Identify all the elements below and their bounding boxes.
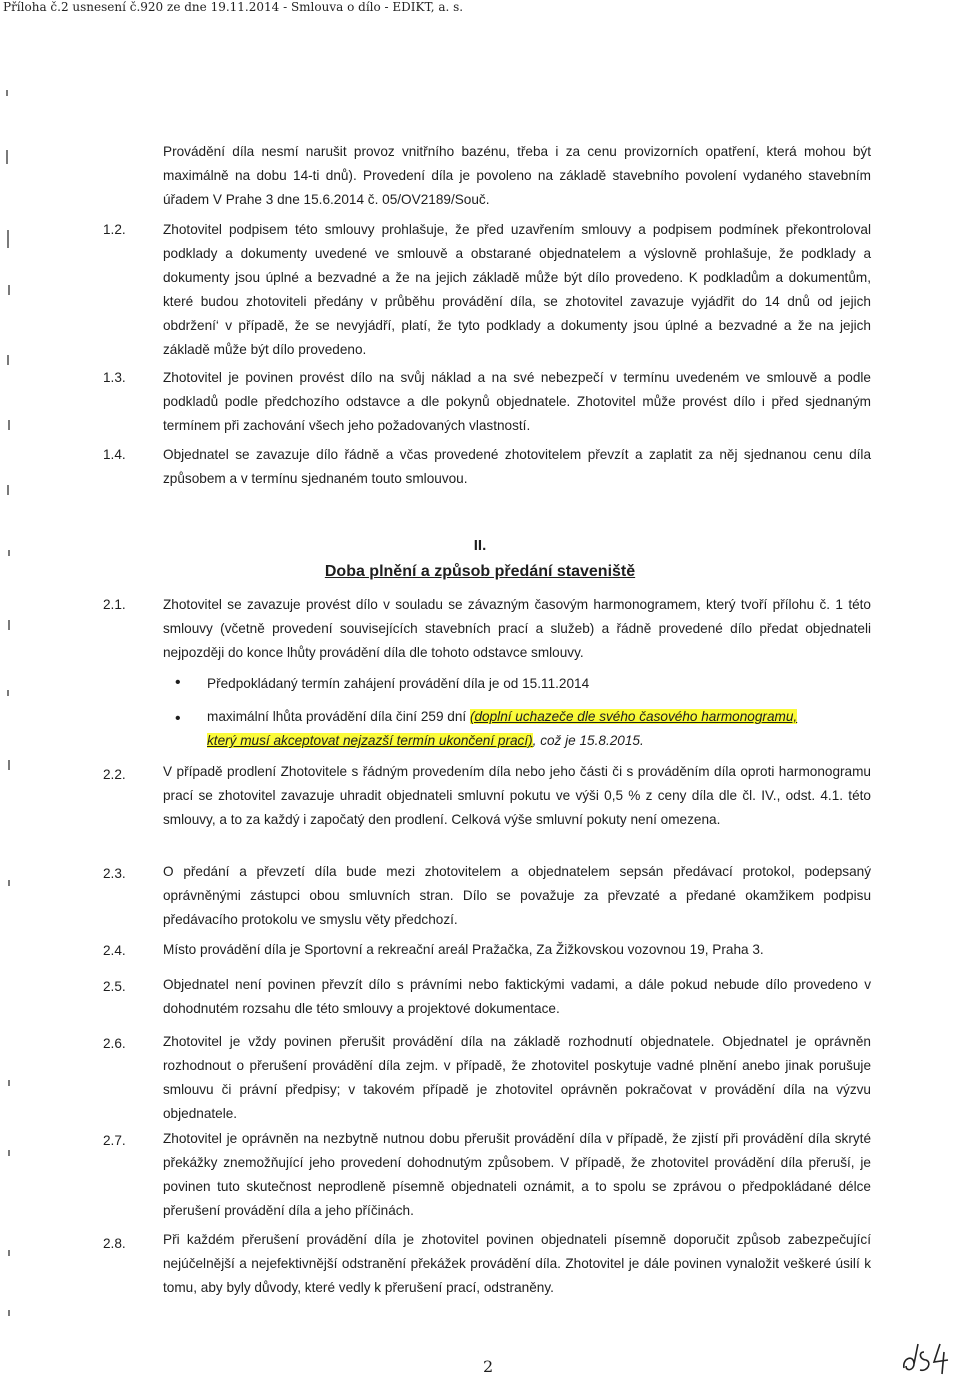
clause-number-2-3: 2.3. xyxy=(103,866,126,881)
clause-number-2-2: 2.2. xyxy=(103,767,126,782)
bullet-dot: • xyxy=(175,674,181,691)
clause-number-2-4: 2.4. xyxy=(103,943,126,958)
handwritten-page-stamp xyxy=(900,1338,956,1383)
bullet-start-date: Předpokládaný termín zahájení provádění díla je od 15.11.2014 xyxy=(207,676,590,691)
end-date-text: , což je 15.8.2015. xyxy=(532,733,644,748)
clause-number-2-7: 2.7. xyxy=(103,1133,126,1148)
bullet-max-duration-text: maximální lhůta provádění díla činí 259 dní xyxy=(207,709,470,724)
clause-number-2-6: 2.6. xyxy=(103,1036,126,1051)
clause-text-2-6: Zhotovitel je vždy povinen přerušit provádění díla na základě rozhodnutí objednatele. Objednatel je oprávněn rozhodnout o přerušení provádění díla zejm. v případě, že zhotovitel poskytuje vadné plnění anebo jinak porušuje smlouvu či právní předpisy; v takovém případě je zhotovitel oprávněn pokračovat v provádění díla na výzvu objednatele. xyxy=(163,1034,871,1121)
intro-paragraph: Provádění díla nesmí narušit provoz vnitřního bazénu, třeba i za cenu provizorních opatření, která mohou být maximálně na dobu 14-ti dnů). Provedení díla je povoleno na základě stavebního povolení vydaného stavebním úřadem V Prahe 3 dne 15.6.2014 č. 05/OV2189/Souč. xyxy=(163,144,871,207)
clause-number-1-3: 1.3. xyxy=(103,370,126,385)
clause-text-2-5: Objednatel není povinen převzít dílo s právními nebo faktickými vadami, a dále pokud nebude dílo provedeno v dohodnutém rozsahu dle této smlouvy a projektové dokumentace. xyxy=(163,977,871,1016)
clause-text-2-8: Při každém přerušení provádění díla je zhotovitel povinen objednateli písemně doporučit způsob zabezpečující nejúčelnější a nejefektivnější odstranění překážek provádění díla. Zhotovitel je dále povinen vynaložit veškeré úsilí k tomu, aby byly důvody, které vedly k přerušení prací, odstraněny. xyxy=(163,1232,871,1295)
bullet-dot: • xyxy=(175,710,181,727)
highlighted-instruction: (doplní uchazeče dle svého časového harmonogramu, xyxy=(469,709,798,724)
clause-text-1-2: Zhotovitel podpisem této smlouvy prohlašuje, že před uzavřením smlouvy a podpisem podmínek překontroloval podklady a dokumenty uvedené ve smlouvě a obstarané objednatelem a výslovně prohlašuje, že podklady a dokumenty jsou úplné a bezvadné a že na jejich základě může být dílo provedeno. K podkladům a dokumentům, které budou zhotoviteli předány v průběhu provádění díla, se zhotovitel zavazuje vyjádřit do 14 dnů od jejich obdržení‘ v případě, že se nevyjádří, platí, že tyto podklady a dokumenty jsou úplné a bezvadné a že na jejich základě může být dílo provedeno. xyxy=(163,222,871,357)
clause-text-1-3: Zhotovitel je povinen provést dílo na svůj náklad a na své nebezpečí v termínu uvedeném ve smlouvě a podle podkladů podle předchozího odstavce a dle pokynů objednatele. Zhotovitel může provést dílo i před sjednaným termínem při zachování všech jeho požadovaných vlastností. xyxy=(163,370,871,433)
clause-number-1-2: 1.2. xyxy=(103,222,126,237)
scan-margin-marks xyxy=(0,0,40,1382)
section-title: Doba plnění a způsob předání staveniště xyxy=(324,563,636,580)
clause-number-2-1: 2.1. xyxy=(103,597,126,612)
clause-text-2-7: Zhotovitel je oprávněn na nezbytně nutnou dobu přerušit provádění díla v případě, že zjistí při provádění díla skryté překážky znemožňující jeho provedení dohodnutým způsobem. V případě, že zhotovitel provádění díla přeruší, je povinen tuto skutečnost neprodleně písemně objednateli oznámit, a to spolu se zprávou o předpokládané délce přerušení provádění díla a jeho příčinách. xyxy=(163,1131,871,1218)
clause-text-1-4: Objednatel se zavazuje dílo řádně a včas provedené zhotovitelem převzít a zaplatit za něj sjednanou cenu díla způsobem a v termínu sjednaném touto smlouvou. xyxy=(163,447,871,486)
highlighted-instruction-cont: který musí akceptovat nejzazší termín ukončení prací) xyxy=(207,733,533,748)
clause-text-2-4: Místo provádění díla je Sportovní a rekreační areál Pražačka, Za Žižkovskou vozovnou 19, Praha 3. xyxy=(163,942,764,957)
clause-number-1-4: 1.4. xyxy=(103,447,126,462)
document-header: Příloha č.2 usnesení č.920 ze dne 19.11.2014 - Smlouva o dílo - EDIKT, a. s. xyxy=(3,0,464,14)
section-number: II. xyxy=(473,537,487,554)
clause-text-2-3: O předání a převzetí díla bude mezi zhotovitelem a objednatelem sepsán předávací protokol, podepsaný oprávněnými zástupci obou smluvních stran. Dílo se považuje za převzaté a předané okamžikem podpisu předávacího protokolu ve smyslu věty předchozí. xyxy=(163,864,871,927)
clause-number-2-5: 2.5. xyxy=(103,979,126,994)
clause-number-2-8: 2.8. xyxy=(103,1236,126,1251)
bullet-max-duration xyxy=(207,705,875,753)
clause-text-2-2: V případě prodlení Zhotovitele s řádným provedením díla nebo jeho části či s prováděním díla oproti harmonogramu prací se zhotovitel zavazuje uhradit objednateli smluvní pokutu ve výši 0,5 % z ceny díla dle čl. IV., odst. 4.1. této smlouvy, a to za každý i započatý den prodlení. Celková výše smluvní pokuty není omezena. xyxy=(163,764,871,827)
clause-text-2-1: Zhotovitel se zavazuje provést dílo v souladu se závazným časovým harmonogramem, který tvoří přílohu č. 1 této smlouvy (včetně provedení souvisejících stavebních prací a služeb) a řádně provedené dílo předat objednateli nejpozději do konce lhůty provádění díla dle tohoto odstavce smlouvy. xyxy=(163,597,871,660)
page-number: 2 xyxy=(483,1357,494,1376)
